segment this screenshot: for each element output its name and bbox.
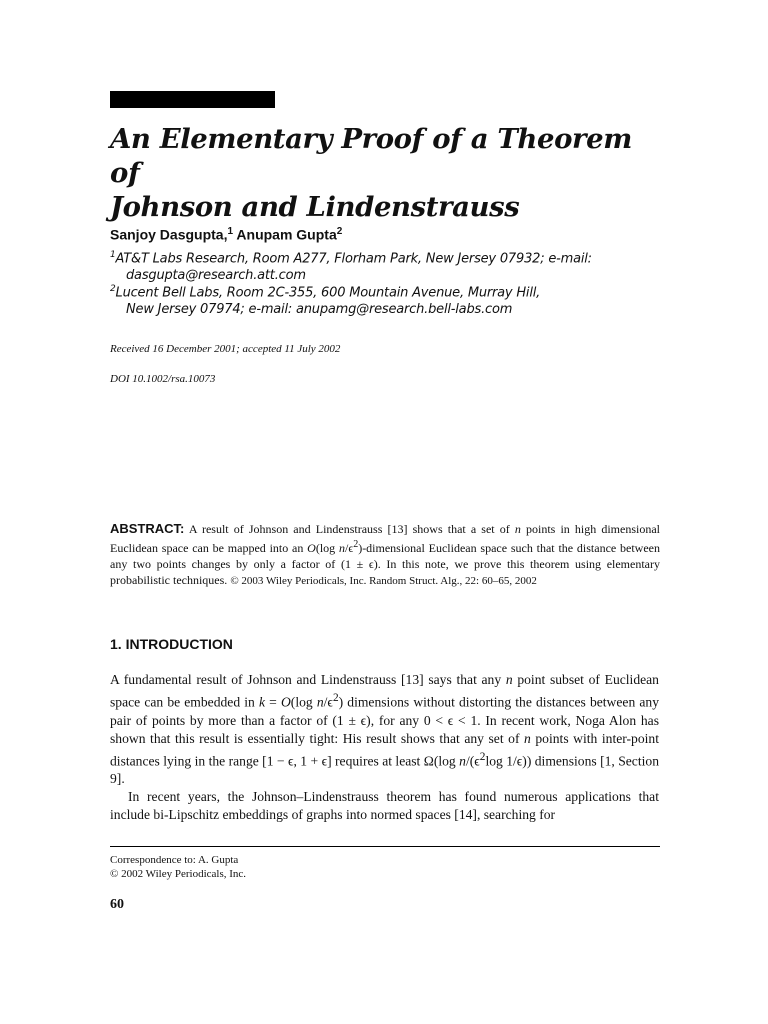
- affiliation-1-mark: 1: [110, 250, 116, 260]
- math-sup: 2: [332, 692, 339, 704]
- math-var: n: [505, 672, 513, 687]
- math-var: n: [524, 730, 531, 746]
- received-date: Received 16 December 2001; accepted 11 July 2002: [110, 343, 341, 355]
- math-text: =: [265, 694, 281, 710]
- body-span: points with inter-point distances lying in the range [1 − ϵ, 1 + ϵ] requires at least Ω(log: [110, 730, 659, 769]
- math-text: (log: [315, 541, 336, 555]
- math-text: (log: [290, 694, 313, 710]
- doi: DOI 10.1002/rsa.10073: [110, 373, 216, 385]
- body-span: A fundamental result of Johnson and Lindenstrauss [13] says that any: [110, 672, 502, 687]
- paragraph-2: In recent years, the Johnson–Lindenstrauss theorem has found numerous applications that include bi-Lipschitz embeddings of graphs into normed spaces [14], searching for: [110, 789, 659, 823]
- math-var: ϵ: [327, 694, 333, 710]
- body-text: [110, 671, 659, 824]
- math-text: /: [344, 541, 349, 555]
- math-var: n: [316, 694, 324, 710]
- math-var: O: [280, 694, 291, 710]
- math-var: n: [338, 541, 345, 555]
- correspondence-note: Correspondence to: A. Gupta: [110, 854, 239, 866]
- body-span: log 1/ϵ)) dimensions [1, Section 9].: [110, 753, 659, 787]
- author-1-mark: 1: [227, 226, 234, 237]
- math-var: n: [459, 753, 466, 769]
- author-2: Anupam Gupta: [236, 226, 337, 243]
- paragraph-1: [110, 671, 659, 788]
- affiliation-1: [110, 247, 670, 284]
- affiliation-1-line-2: dasgupta@research.att.com: [126, 268, 306, 284]
- math-var: k: [258, 694, 266, 710]
- title-line-2: Johnson and Lindenstrauss: [110, 191, 520, 223]
- section-heading: 1. INTRODUCTION: [110, 636, 233, 652]
- body-span: point subset of Euclidean space can be embedded in: [110, 672, 659, 710]
- author-2-mark: 2: [336, 226, 343, 237]
- math-var: n: [514, 522, 521, 536]
- math-text: /: [323, 694, 328, 710]
- body-span: /(ϵ: [465, 753, 480, 769]
- abstract-text: A result of Johnson and Lindenstrauss [13] shows that a set of: [188, 522, 510, 536]
- affiliation-1-line-1: AT&T Labs Research, Room A277, Florham Park, New Jersey 07932; e-mail:: [115, 251, 592, 267]
- affiliation-2: [110, 281, 670, 318]
- affiliation-2-line-2: New Jersey 07974; e-mail: anupamg@research.bell-labs.com: [126, 302, 513, 318]
- abstract-citation: © 2003 Wiley Periodicals, Inc. Random Struct. Alg., 22: 60–65, 2002: [230, 575, 537, 587]
- abstract-label: ABSTRACT:: [110, 521, 185, 536]
- abstract-text: -dimensional Euclidean space such that the distance between any two points changes by only a factor of (1 ± ϵ). In this note, we prove this theorem using elementary probabilistic techniques.: [110, 541, 660, 587]
- paper-title: [110, 122, 670, 224]
- author-list: [110, 226, 342, 243]
- title-line-1: An Elementary Proof of a Theorem of: [110, 123, 632, 189]
- affiliation-2-mark: 2: [110, 284, 116, 294]
- math-text: ): [358, 541, 363, 555]
- abstract: [110, 521, 660, 589]
- math-sup: 2: [479, 750, 486, 763]
- math-var: ϵ: [348, 541, 354, 555]
- page-number: 60: [110, 897, 124, 912]
- abstract-text: points in high dimensional Euclidean space can be mapped into an: [110, 522, 661, 555]
- footnote-rule: [110, 846, 660, 847]
- author-1: Sanjoy Dasgupta,: [110, 226, 228, 243]
- journal-header-bar: [110, 91, 275, 108]
- body-span: dimensions without distorting the distances between any pair of points by more than a factor of (1 ± ϵ), for any 0 < ϵ < 1. In recent work, Noga Alon has shown that this result is essentially tight: His result shows that any set of: [110, 694, 659, 746]
- math-text: ): [338, 694, 344, 710]
- math-sup: 2: [353, 539, 359, 550]
- copyright-note: © 2002 Wiley Periodicals, Inc.: [110, 868, 247, 880]
- affiliation-2-line-1: Lucent Bell Labs, Room 2C-355, 600 Mountain Avenue, Murray Hill,: [115, 285, 541, 301]
- math-var: O: [307, 541, 316, 555]
